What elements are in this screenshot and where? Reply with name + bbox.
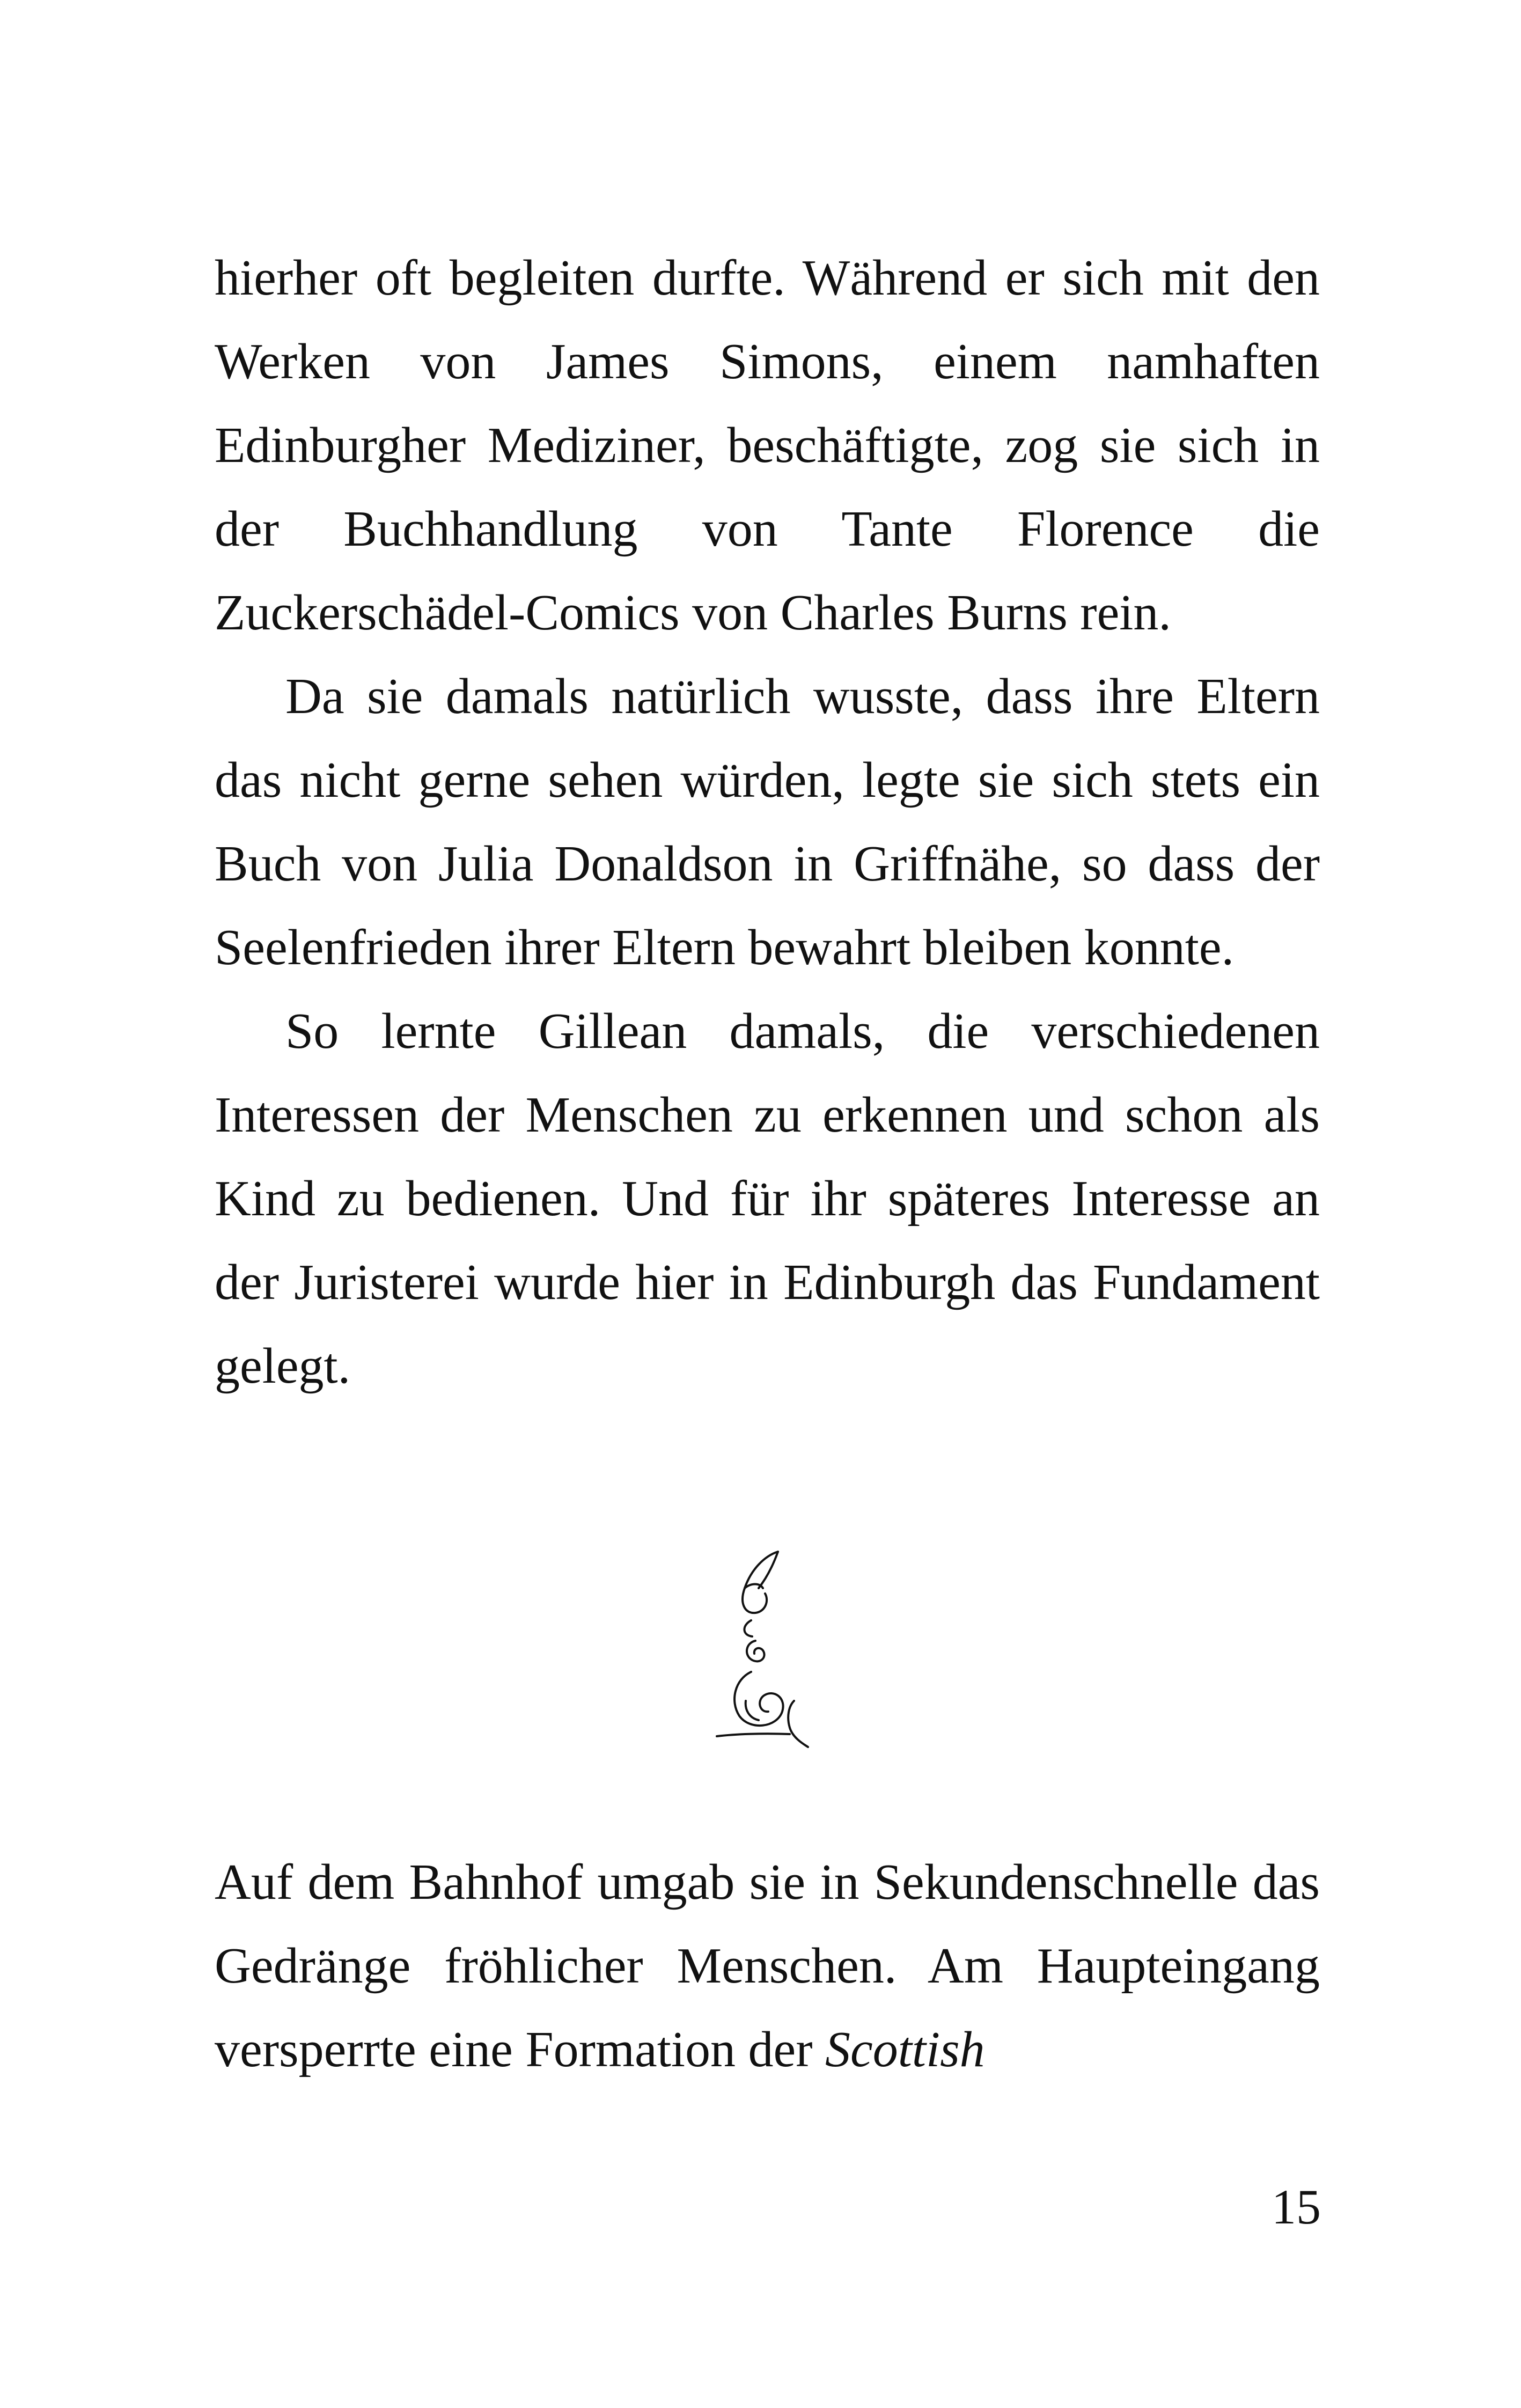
- italic-term: Scottish: [825, 2022, 985, 2077]
- section-one: [215, 236, 1320, 1408]
- section-two: [215, 1840, 1320, 2091]
- paragraph-2: Da sie damals natürlich wusste, dass ihre Eltern das nicht gerne sehen würden, legte sie sich stets ein Buch von Julia Donaldson in Griffnähe, so dass der Seelenfrieden ihrer Eltern bewahrt bleiben konnte.: [215, 669, 1320, 975]
- page-number: 15: [1272, 2179, 1321, 2234]
- paragraph-4: [215, 1840, 1320, 2091]
- paragraph-4-text: Auf dem Bahnhof umgab sie in Sekundenschnelle das Gedränge fröhlicher Menschen. Am Haupteingang versperrte eine Formation der: [215, 1854, 1320, 2077]
- paragraph-1: hierher oft begleiten durfte. Während er sich mit den Werken von James Simons, einem namhaften Edinburgher Mediziner, beschäftigte, zog sie sich in der Buchhandlung von Tante Florence die Zuckerschädel-Comics von Charles Burns rein.: [215, 250, 1320, 641]
- thistle-ornament-icon: [714, 1545, 810, 1781]
- paragraph-3: So lernte Gillean damals, die verschiedenen Interessen der Menschen zu erkennen und schon als Kind zu bedienen. Und für ihr späteres Interesse an der Juristerei wurde hier in Edinburgh das Fundament gelegt.: [215, 1003, 1320, 1394]
